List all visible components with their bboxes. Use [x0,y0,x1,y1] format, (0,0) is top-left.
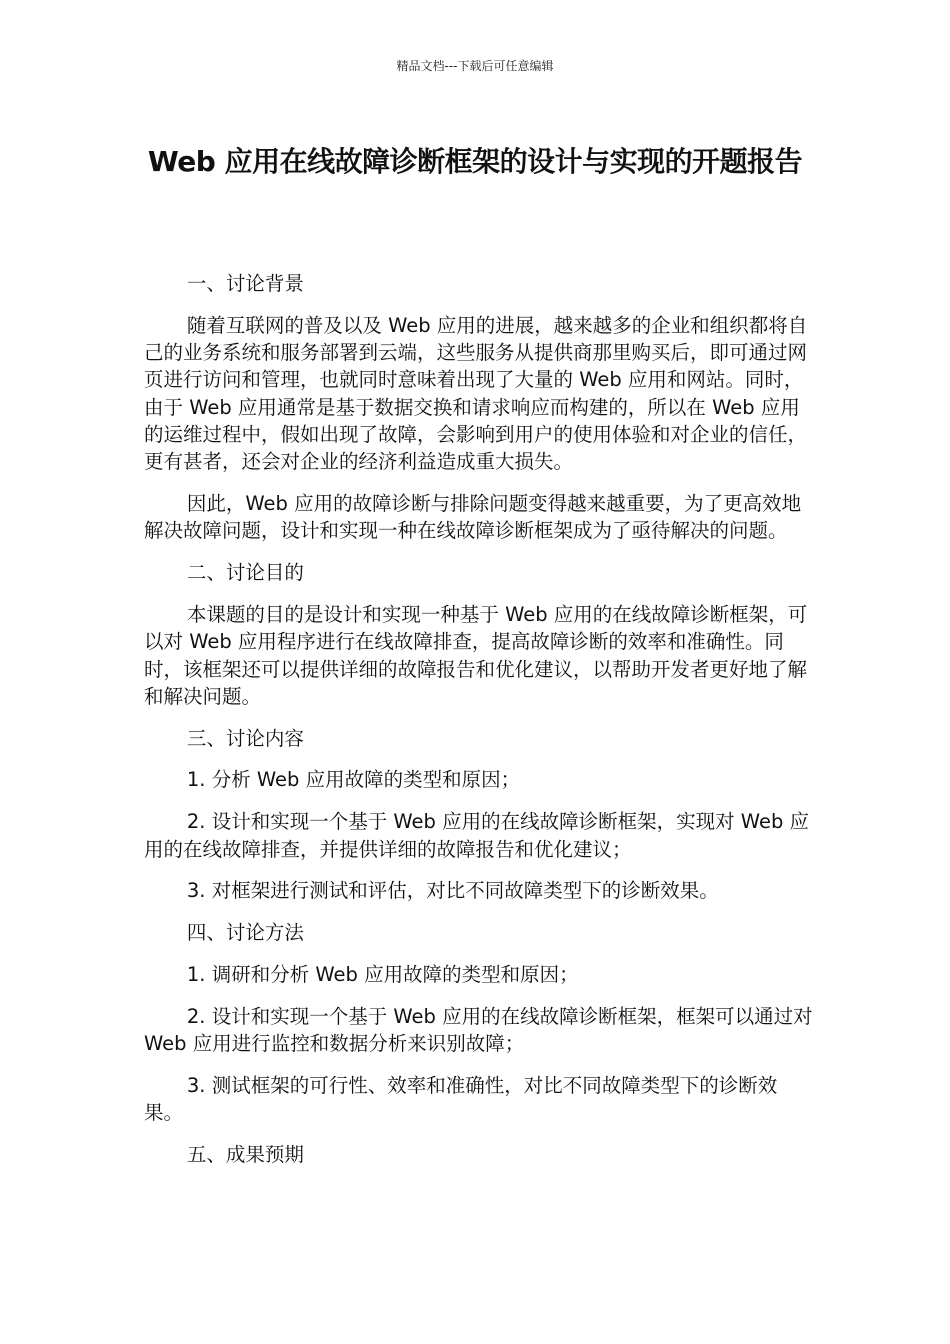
list-item-method-3: 3. 测试框架的可行性、效率和准确性，对比不同故障类型下的诊断效果。 [144,1073,778,1125]
page-header: 精品文档---下载后可任意编辑 [396,59,554,73]
paragraph-purpose: 本课题的目的是设计和实现一种基于 Web 应用的在线故障诊断框架，可以对 Web 应用程序进行在线故障排查，提高故障诊断的效率和准确性。同时，该框架还可以提供详细的故障报告和优化建议，以帮助开发者更好地了解和解决问题。 [144,602,808,708]
list-item-content-2: 2. 设计和实现一个基于 Web 应用的在线故障诊断框架，实现对 Web 应用的在线故障排查，并提供详细的故障报告和优化建议； [144,810,810,861]
section-heading-content: 三、讨论内容 [186,726,304,750]
list-item-content-3: 3. 对框架进行测试和评估，对比不同故障类型下的诊断效果。 [186,879,719,903]
list-item-method-1: 1. 调研和分析 Web 应用故障的类型和原因； [186,962,579,986]
document-title: Web 应用在线故障诊断框架的设计与实现的开题报告 [147,145,803,178]
section-heading-background: 一、讨论背景 [186,272,304,295]
list-item-content-1: 1. 分析 Web 应用故障的类型和原因； [186,768,521,792]
section-heading-purpose: 二、讨论目的 [186,561,304,585]
list-item-method-2: 2. 设计和实现一个基于 Web 应用的在线故障诊断框架，框架可以通过对 Web 应用进行监控和数据分析来识别故障； [144,1004,813,1056]
paragraph-background-1: 随着互联网的普及以及 Web 应用的进展，越来越多的企业和组织都将自己的业务系统和服务部署到云端，这些服务从提供商那里购买后，即可通过网页进行访问和管理，也就同时意味着出现了大量的 Web 应用和网站。同时，由于 Web 应用通常是基于数据交换和请求响应而构建的，所以在 Web 应用的运维过程中，假如出现了故障，会影响到用户的使用体验和对企业的信任，更有甚者，还会对企业的经济利益造成重大损失。 [144,313,808,474]
document-body [144,270,814,1183]
section-heading-outcomes: 五、成果预期 [186,1142,304,1166]
section-heading-method: 四、讨论方法 [186,921,304,945]
paragraph-background-2: 因此，Web 应用的故障诊断与排除问题变得越来越重要，为了更高效地解决故障问题，设计和实现一种在线故障诊断框架成为了亟待解决的问题。 [144,492,802,543]
